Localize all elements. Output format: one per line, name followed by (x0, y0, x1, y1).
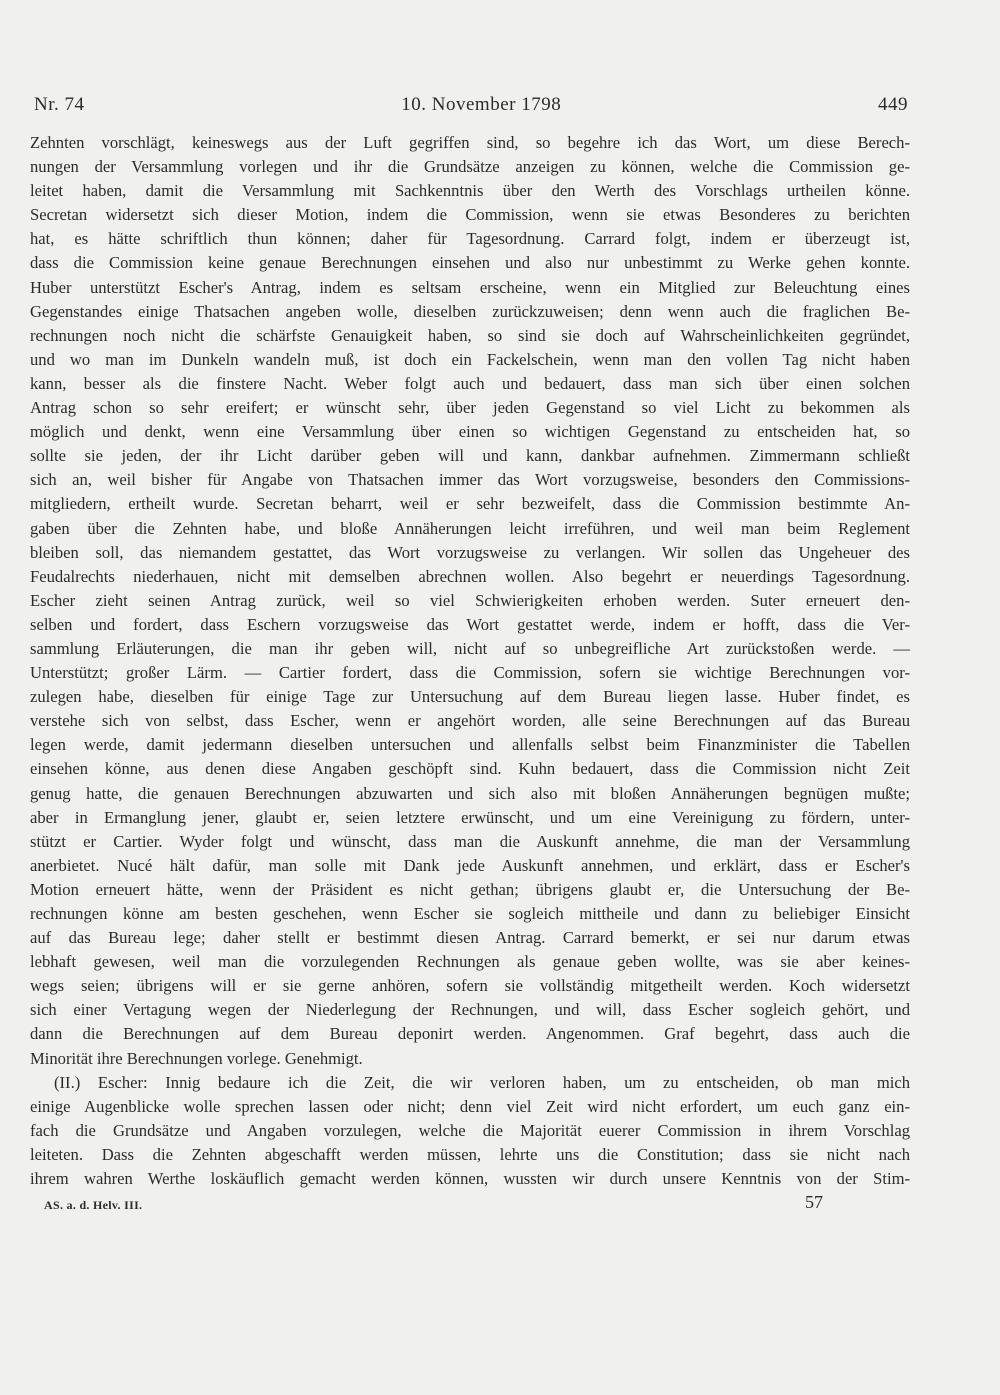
text-line: Secretan widersetzt sich dieser Motion, indem die Commission, wenn sie etwas Besonderes zu berichten (30, 205, 910, 225)
text-line: Minorität ihre Berechnungen vorlege. Genehmigt. (30, 1048, 363, 1068)
text-line: sammlung Erläuterungen, die man ihr geben will, nicht auf so unbegreifliche Art zurückstoßen werde. — (30, 638, 910, 658)
text-line: Unterstützt; großer Lärm. — Cartier fordert, dass die Commission, sofern sie wichtige Berechnungen vor- (30, 663, 910, 683)
text-line: und wo man im Dunkeln wandeln muß, ist doch ein Fackelschein, wenn man den vollen Tag nicht haben (30, 349, 910, 369)
text-line: legen werde, damit jedermann dieselben untersuchen und allenfalls selbst beim Finanzminister die Tabellen (30, 735, 910, 755)
text-line: aber in Ermanglung jener, glaubt er, seien letztere erwünscht, und um eine Vereinigung zu fördern, unter- (30, 807, 910, 827)
text-line: mitgliedern, ertheilt wurde. Secretan beharrt, weil er sehr bezweifelt, dass die Commission bestimmte An- (30, 494, 910, 514)
text-line: leiteten. Dass die Zehnten abgeschafft werden müssen, lehrte uns die Constitution; dass sie nicht nach (30, 1144, 910, 1164)
body-text (30, 131, 910, 1191)
text-line: sich einer Vertagung wegen der Niederlegung der Rechnungen, und will, dass Escher sogleich gehört, und (30, 1000, 910, 1020)
text-line: Gegenstandes einige Thatsachen angeben wolle, dieselben zurückzuweisen; denn wenn auch die fraglichen Be- (30, 301, 910, 321)
text-line: stützt er Cartier. Wyder folgt und wünscht, dass man die Auskunft annehme, die man der Versammlung (30, 831, 910, 851)
text-line: Motion erneuert hätte, wenn der Präsident es nicht gethan; übrigens glaubt er, die Untersuchung der Be- (30, 879, 910, 899)
text-line: selben und fordert, dass Eschern vorzugsweise das Wort gestattet werde, indem er hofft, dass die Ver- (30, 614, 910, 634)
text-line: sollte sie jeden, der ihr Licht darüber geben will und kann, dankbar aufnehmen. Zimmermann schließt (30, 446, 910, 466)
text-line: auf das Bureau lege; daher stellt er bestimmt diesen Antrag. Carrard bemerkt, er sei nur darum etwas (30, 928, 910, 948)
running-header (34, 94, 908, 120)
text-line: wegs seien; übrigens will er sie gerne anhören, sofern sie vollständig mitgetheilt werden. Koch widersetzt (30, 976, 910, 996)
text-line: kann, besser als die finstere Nacht. Weber folgt auch und bedauert, dass man sich über einen solchen (30, 373, 910, 393)
text-line: leitet haben, damit die Versammlung mit Sachkenntnis über den Werth des Vorschlags urtheilen könne. (30, 181, 910, 201)
text-line: möglich und denkt, wenn eine Versammlung über einen so wichtigen Gegenstand zu entscheiden hat, so (30, 422, 910, 442)
text-line: einige Augenblicke wolle sprechen lassen oder nicht; denn viel Zeit wird nicht erfordert, um euch ganz ein- (30, 1096, 910, 1116)
text-line: dass die Commission keine genaue Berechnungen einsehen und also nur unbestimmt zu Werke gehen konnte. (30, 253, 910, 273)
text-line: verstehe sich von selbst, dass Escher, wenn er angehört worden, alle seine Berechnungen auf das Bureau (30, 711, 910, 731)
text-line: ihrem wahren Werthe loskäuflich gemacht werden können, wussten wir durch unsere Kenntnis von der Stim- (30, 1169, 910, 1189)
text-line: Huber unterstützt Escher's Antrag, indem es seltsam erscheine, wenn ein Mitglied zur Beleuchtung eines (30, 277, 910, 297)
text-line: anerbietet. Nucé hält dafür, man solle mit Dank jede Auskunft annehmen, und erklärt, dass er Escher's (30, 855, 910, 875)
text-line: Zehnten vorschlägt, keineswegs aus der Luft gegriffen sind, so begehre ich das Wort, um diese Berech- (30, 133, 910, 152)
text-line: hat, es hätte schriftlich thun können; daher für Tagesordnung. Carrard folgt, indem er überzeugt ist, (30, 229, 910, 249)
collection-signature: AS. a. d. Helv. III. (44, 1198, 143, 1212)
text-line: sich an, weil bisher für Angabe von Thatsachen immer das Wort vorzugsweise, besonders den Commissions- (30, 470, 910, 490)
text-line: zulegen habe, dieselben für einige Tage zur Untersuchung auf dem Bureau liegen lasse. Huber findet, es (30, 687, 910, 707)
text-line: Antrag schon so sehr ereifert; er wünscht sehr, über jeden Gegenstand so viel Licht zu bekommen als (30, 398, 910, 418)
text-line: Feudalrechts niederhauen, nicht mit demselben abrechnen wollen. Also begehrt er neuerdings Tagesordnung. (30, 566, 910, 586)
text-line: nungen der Versammlung vorlegen und ihr die Grundsätze anzeigen zu können, welche die Commission ge- (30, 157, 910, 177)
text-line: (II.) Escher: Innig bedaure ich die Zeit, die wir verloren haben, um zu entscheiden, ob man mich (54, 1072, 910, 1092)
text-line: rechnungen könne am besten geschehen, wenn Escher sie sogleich mittheile und dann zu beliebiger Einsicht (30, 904, 910, 923)
page-number: 449 (877, 94, 908, 115)
text-line: fach die Grundsätze und Angaben vorzulegen, welche die Majorität euerer Commission in ihrem Vorschlag (30, 1120, 910, 1140)
text-line: rechnungen noch nicht die schärfste Genauigkeit haben, so sind sie doch auf Wahrscheinlichkeiten gegründet, (30, 325, 910, 345)
text-line: dann die Berechnungen auf dem Bureau deponirt werden. Angenommen. Graf begehrt, dass auch die (30, 1024, 910, 1044)
text-line: bleiben soll, das niemandem gestattet, das Wort vorzugsweise zu verlangen. Wir sollen das Ungeheuer des (30, 542, 910, 562)
text-line: gaben über die Zehnten habe, und bloße Annäherungen leicht irreführen, und weil man beim Reglement (30, 518, 910, 538)
text-line: genug hatte, die genauen Berechnungen abzuwarten und sich also mit bloßen Annäherungen begnügen mußte; (30, 783, 910, 803)
document-number: Nr. 74 (34, 94, 85, 115)
sheet-number: 57 (805, 1192, 823, 1212)
text-line: lebhaft gewesen, weil man die vorzulegenden Rechnungen als genaue geben wollte, was sie aber keines- (30, 952, 910, 972)
text-line: einsehen könne, aus denen diese Angaben geschöpft sind. Kuhn bedauert, dass die Commission nicht Zeit (30, 759, 910, 779)
header-date: 10. November 1798 (401, 94, 562, 115)
text-line: Escher zieht seinen Antrag zurück, weil so viel Schwierigkeiten erhoben werden. Suter erneuert den- (30, 590, 910, 610)
